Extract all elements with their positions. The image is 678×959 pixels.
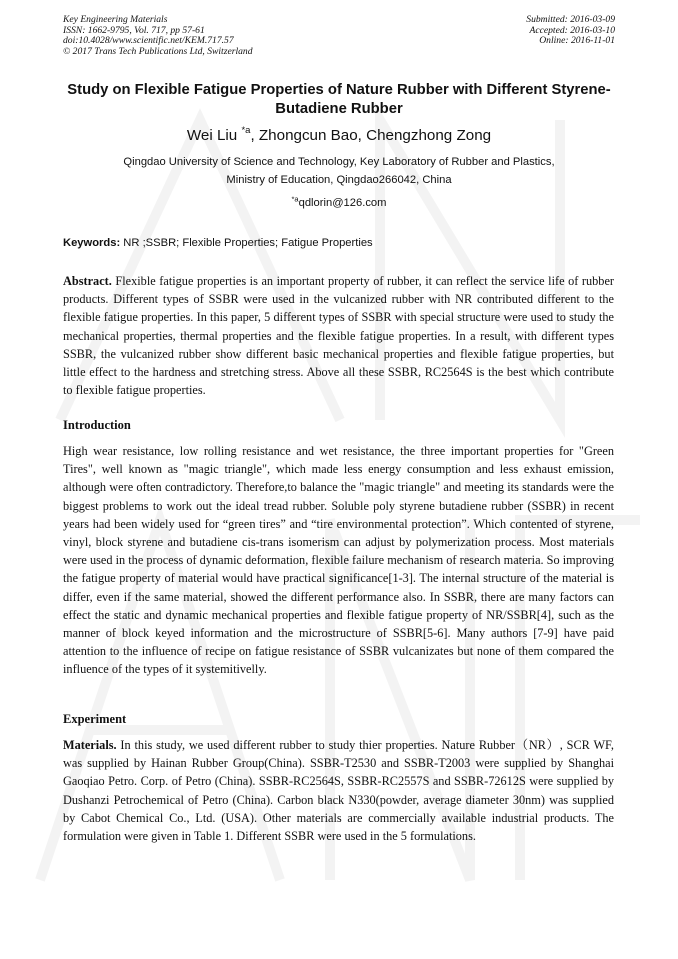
materials-paragraph bbox=[63, 736, 614, 845]
author-list bbox=[40, 126, 638, 146]
author-superscript: *a bbox=[241, 124, 251, 136]
journal-name: Key Engineering Materials bbox=[63, 14, 168, 25]
abstract-paragraph bbox=[63, 272, 614, 399]
introduction-paragraph: High wear resistance, low rolling resistance and wet resistance, the three important properties for "Green Tires", well known as "magic triangle", which made less energy consumption and less exhaust emission, although were often contradictory. Therefore,to balance the "magic triangle" and meeting its standards were the biggest problems to work out the ideal tread rubber. Soluble poly styrene butadiene rubber (SSBR) in recent years had been widely used for “green tires” and “tire environmental protection”. Which contented of styrene, vinyl, block styrene and butadiene cis-trans isomerism can adjust by polymerization process. Most materials were used in the process of dynamic deformation, flexible failure mechanism of research materia. So improving the fatigue property of material would have practical significance[1-3]. The internal structure of the material is differ, even if the same material, showed the different performance also. In SSBR, there are many factors can effect the static and dynamic mechanical properties and flexible fatigue property of NR/SSBR[4], such as the manner of block keyed information and the microstructure of SSBR[5-6]. Many authors [7-9] have paid attention to the influence of recipe on fatigue resistance of SSBR vulcanizates but none of them compared the influence of the types of it systemitivelly. bbox=[63, 444, 614, 677]
copyright: © 2017 Trans Tech Publications Ltd, Switzerland bbox=[63, 45, 253, 57]
co-authors: , Zhongcun Bao, Chengzhong Zong bbox=[250, 127, 492, 144]
introduction-heading: Introduction bbox=[63, 418, 131, 432]
keywords bbox=[63, 235, 623, 251]
corresponding-email bbox=[40, 195, 638, 211]
materials-text: In this study, we used different rubber to study thier properties. Nature Rubber（NR）, SCR WF, was supplied by Hainan Rubber Group(China). SSBR-T2530 and SSBR-T2003 were supplied by Shanghai Gaoqiao Petro. Corp. of Petro (China). SSBR-RC2564S, SSBR-RC2557S and SSBR-72612S were supplied by Dushanzi Petrochemical of Petro (China). Carbon black N330(powder, average diameter 30nm) was supplied by Cabot Chemical Co., Ltd. (USA). Other materials are commercially available industrial products. The formulation were given in Table 1. Different SSBR were used in the 5 formulations. bbox=[63, 738, 614, 844]
abstract-text: Flexible fatigue properties is an important property of rubber, it can reflect the service life of rubber products. Different types of SSBR were used in the vulcanized rubber with NR contributed different to the flexible fatigue properties. In this paper, 5 different types of SSBR with special structure were used to study the mechanical properties, thermal properties and the flexible fatigue properties. In a result, with different types SSBR, the vulcanized rubber show different basic mechanical properties and flexible fatigue properties, but little effect to the hardness and stretching stress. Above all these SSBR, RC2564S is the best which contribute to flexible fatigue properties. bbox=[63, 274, 614, 398]
materials-label: Materials. bbox=[63, 738, 117, 752]
submitted-date: Submitted: 2016-03-09 bbox=[526, 14, 615, 25]
submission-dates bbox=[526, 15, 615, 47]
online-date: Online: 2016-11-01 bbox=[539, 35, 615, 47]
paper-title: Study on Flexible Fatigue Properties of Nature Rubber with Different Styrene-Butadiene Rubber bbox=[67, 82, 611, 117]
email-address: qdlorin@126.com bbox=[298, 197, 387, 209]
experiment-heading: Experiment bbox=[63, 712, 127, 726]
doi: doi:10.4028/www.scientific.net/KEM.717.57 bbox=[63, 35, 234, 47]
author-name: Wei Liu bbox=[186, 127, 242, 144]
issn-volume-pages: ISSN: 1662-9795, Vol. 717, pp 57-61 bbox=[63, 24, 205, 36]
journal-metadata bbox=[63, 15, 253, 57]
affiliation bbox=[40, 153, 638, 189]
email-superscript: *a bbox=[291, 194, 299, 204]
affiliation-line: Qingdao University of Science and Technology, Key Laboratory of Rubber and Plastics, bbox=[123, 156, 555, 168]
accepted-date: Accepted: 2016-03-10 bbox=[529, 24, 615, 36]
affiliation-line: Ministry of Education, Qingdao266042, China bbox=[226, 174, 452, 186]
abstract-label: Abstract. bbox=[63, 274, 112, 288]
keywords-text: NR ;SSBR; Flexible Properties; Fatigue Properties bbox=[120, 237, 373, 249]
keywords-label: Keywords: bbox=[63, 237, 121, 249]
